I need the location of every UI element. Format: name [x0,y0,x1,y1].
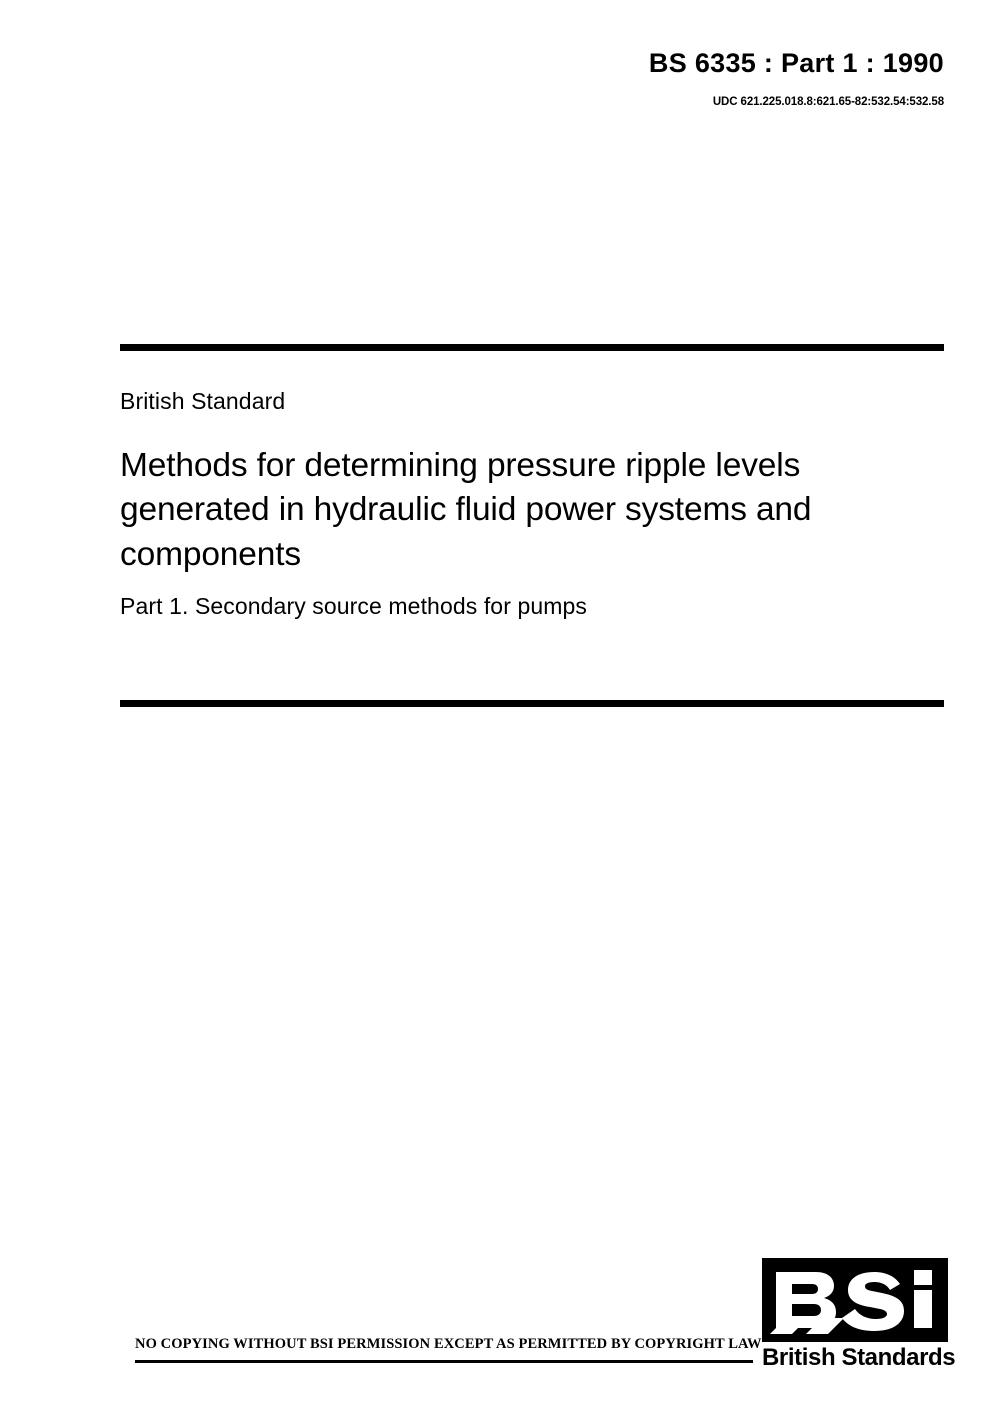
copyright-notice: NO COPYING WITHOUT BSI PERMISSION EXCEPT AS PERMITTED BY COPYRIGHT LAW [135,1336,762,1352]
standard-reference: BS 6335 : Part 1 : 1990 [648,48,944,78]
bsi-logo [762,1258,956,1380]
bsi-logo-mark-icon [762,1258,948,1342]
bsi-wordmark: British Standards [762,1344,956,1371]
page-title: Methods for determining pressure ripple levels generated in hydraulic fluid power systems and components [120,446,812,574]
udc-classification: UDC 621.225.018.8:621.65-82:532.54:532.58 [712,96,944,108]
title-rule-bottom [120,700,944,707]
page-subtitle: Part 1. Secondary source methods for pumps [120,592,587,619]
title-block [120,388,910,621]
series-label: British Standard [120,388,286,414]
footer-rule [135,1360,753,1363]
title-rule-top [120,344,944,351]
